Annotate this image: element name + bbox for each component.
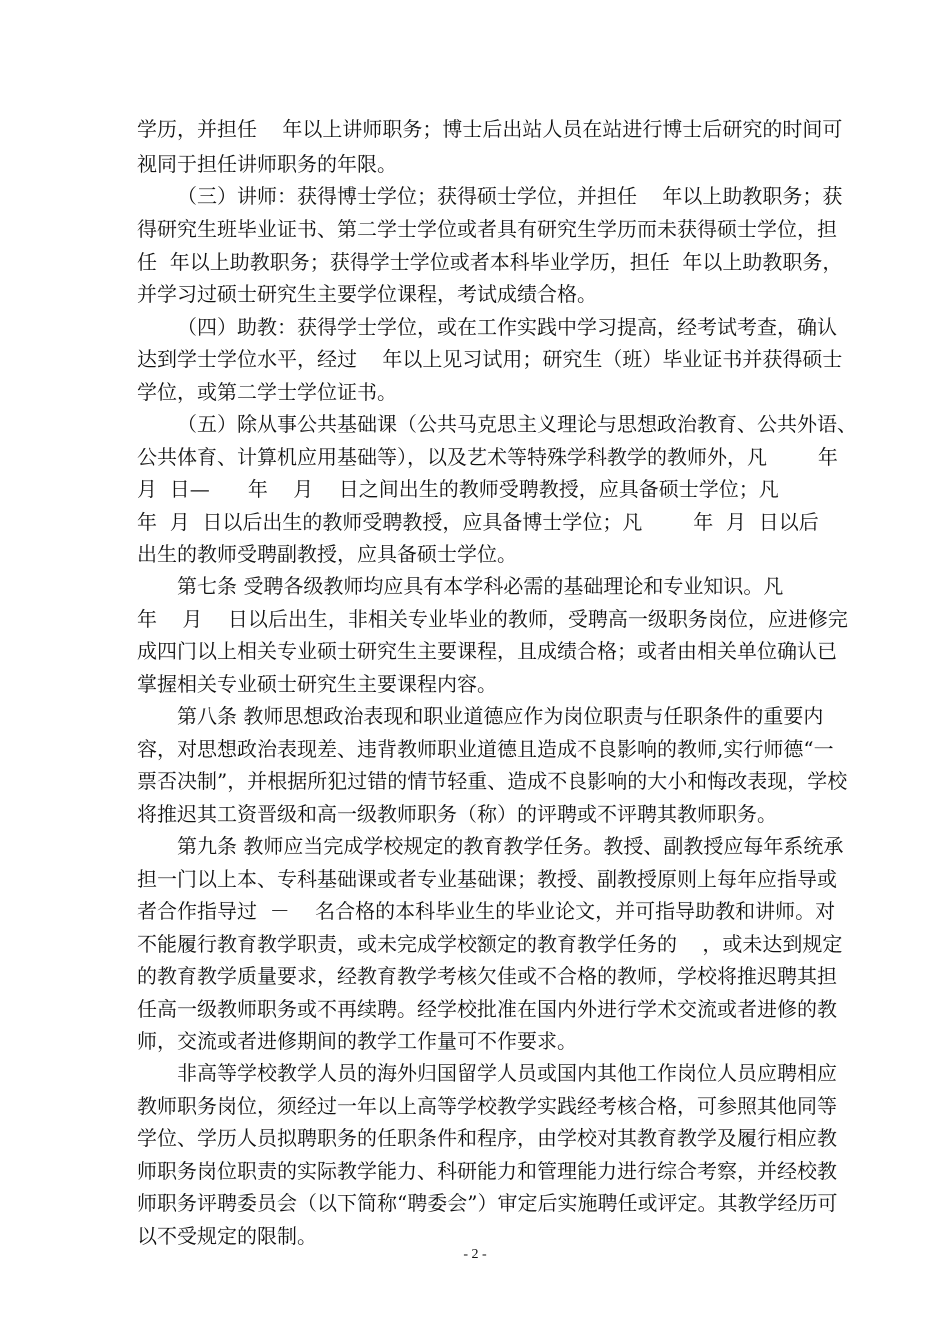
- text-line: 成四门以上相关专业硕士研究生主要课程，且成绩合格；或者由相关单位确认已: [137, 639, 837, 663]
- text-line: （四）助教：获得学士学位，或在工作实践中学习提高，经考试考查，确认: [177, 315, 837, 339]
- page-number: - 2 -: [463, 1247, 487, 1262]
- text-line: （三）讲师：获得博士学位；获得硕士学位，并担任 年以上助教职务；获: [177, 184, 843, 208]
- text-line: 学历，并担任 年以上讲师职务；博士后出站人员在站进行博士后研究的时间可: [137, 117, 843, 141]
- text-line: 公共体育、计算机应用基础等），以及艺术等特殊学科教学的教师外，凡 年: [137, 445, 838, 469]
- text-line: 掌握相关专业硕士研究生主要课程内容。: [137, 672, 497, 696]
- text-line: 师职务岗位职责的实际教学能力、科研能力和管理能力进行综合考察，并经校教: [137, 1159, 837, 1183]
- text-line: （五）除从事公共基础课（公共马克思主义理论与思想政治教育、公共外语、: [177, 412, 857, 436]
- text-line: 容，对思想政治表现差、违背教师职业道德且造成不良影响的教师,实行师德“一: [137, 737, 834, 761]
- text-line: 第九条 教师应当完成学校规定的教育教学任务。教授、副教授应每年系统承: [177, 834, 844, 858]
- text-line: 以不受规定的限制。: [137, 1224, 317, 1248]
- text-line: 年 月 日以后出生的教师受聘教授，应具备博士学位；凡 年 月 日以后: [137, 510, 819, 534]
- text-line: 不能履行教育教学职责，或未完成学校额定的教育教学任务的 ，或未达到规定: [137, 932, 843, 956]
- text-line: 出生的教师受聘副教授，应具备硕士学位。: [137, 542, 517, 566]
- text-line: 担一门以上本、专科基础课或者专业基础课；教授、副教授原则上每年应指导或: [137, 867, 837, 891]
- text-line: 学位、学历人员拟聘职务的任职条件和程序，由学校对其教育教学及履行相应教: [137, 1126, 837, 1150]
- text-line: 年 月 日以后出生，非相关专业毕业的教师，受聘高一级职务岗位，应进修完: [137, 607, 848, 631]
- text-line: 的教育教学质量要求，经教育教学考核欠佳或不合格的教师，学校将推迟聘其担: [137, 964, 837, 988]
- text-line: 视同于担任讲师职务的年限。: [137, 152, 397, 176]
- text-line: 非高等学校教学人员的海外归国留学人员或国内其他工作岗位人员应聘相应: [177, 1061, 837, 1085]
- text-line: 将推迟其工资晋级和高一级教师职务（称）的评聘或不评聘其教师职务。: [137, 802, 777, 826]
- text-line: 达到学士学位水平，经过 年以上见习试用；研究生（班）毕业证书并获得硕士: [137, 347, 843, 371]
- text-line: 并学习过硕士研究生主要学位课程，考试成绩合格。: [137, 282, 597, 306]
- text-line: 票否决制”，并根据所犯过错的情节轻重、造成不良影响的大小和悔改表现，学校: [137, 769, 848, 793]
- text-line: 师，交流或者进修期间的教学工作量可不作要求。: [137, 1029, 577, 1053]
- text-line: 任高一级教师职务或不再续聘。经学校批准在国内外进行学术交流或者进修的教: [137, 997, 837, 1021]
- text-line: 师职务评聘委员会（以下简称“聘委会”）审定后实施聘任或评定。其教学经历可: [137, 1191, 838, 1215]
- text-line: 第七条 受聘各级教师均应具有本学科必需的基础理论和专业知识。凡: [177, 574, 784, 598]
- text-line: 者合作指导过 － 名合格的本科毕业生的毕业论文，并可指导助教和讲师。对: [137, 899, 836, 923]
- text-line: 教师职务岗位，须经过一年以上高等学校教学实践经考核合格，可参照其他同等: [137, 1094, 837, 1118]
- text-line: 任 年以上助教职务；获得学士学位或者本科毕业学历，担任 年以上助教职务，: [137, 250, 843, 274]
- text-line: 学位，或第二学士学位证书。: [137, 380, 397, 404]
- text-line: 第八条 教师思想政治表现和职业道德应作为岗位职责与任职条件的重要内: [177, 704, 824, 728]
- text-line: 月 日— 年 月 日之间出生的教师受聘教授，应具备硕士学位；凡: [137, 477, 779, 501]
- text-line: 得研究生班毕业证书、第二学士学位或者具有研究生学历而未获得硕士学位，担: [137, 217, 837, 241]
